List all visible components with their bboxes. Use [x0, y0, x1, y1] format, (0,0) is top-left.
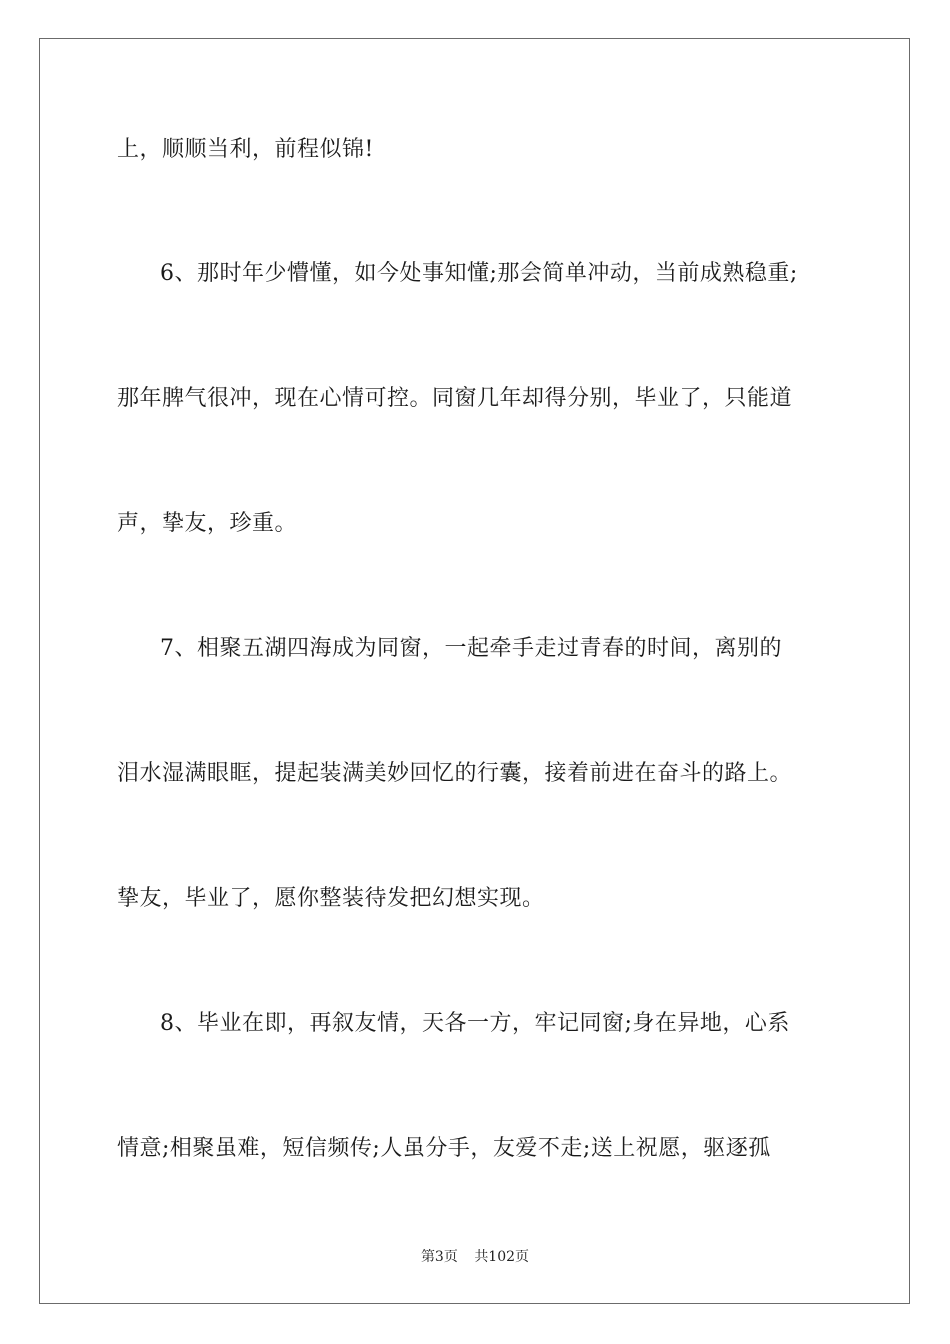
page-border — [39, 38, 910, 1304]
text-line: 情意;相聚虽难，短信频传;人虽分手，友爱不走;送上祝愿，驱逐孤 — [117, 1136, 771, 1161]
paragraph-7-line: 7、相聚五湖四海成为同窗，一起牵手走过青春的时间，离别的 — [160, 636, 782, 661]
text-line: 那年脾气很冲，现在心情可控。同窗几年却得分别，毕业了，只能道 — [117, 386, 793, 411]
text-line: 泪水湿满眼眶，提起装满美妙回忆的行囊，接着前进在奋斗的路上。 — [117, 761, 793, 786]
paragraph-8-line: 8、毕业在即，再叙友情，天各一方，牢记同窗;身在异地，心系 — [160, 1011, 790, 1036]
text-line: 挚友，毕业了，愿你整装待发把幻想实现。 — [117, 886, 545, 911]
text-line: 声，挚友，珍重。 — [117, 511, 298, 536]
paragraph-6-line: 6、那时年少懵懂，如今处事知懂;那会简单冲动，当前成熟稳重; — [160, 261, 798, 286]
text-line: 上，顺顺当利，前程似锦! — [117, 137, 374, 162]
page-total: 共102页 — [474, 1249, 530, 1265]
page-footer — [0, 1246, 950, 1266]
page-number: 第3页 — [420, 1249, 458, 1265]
